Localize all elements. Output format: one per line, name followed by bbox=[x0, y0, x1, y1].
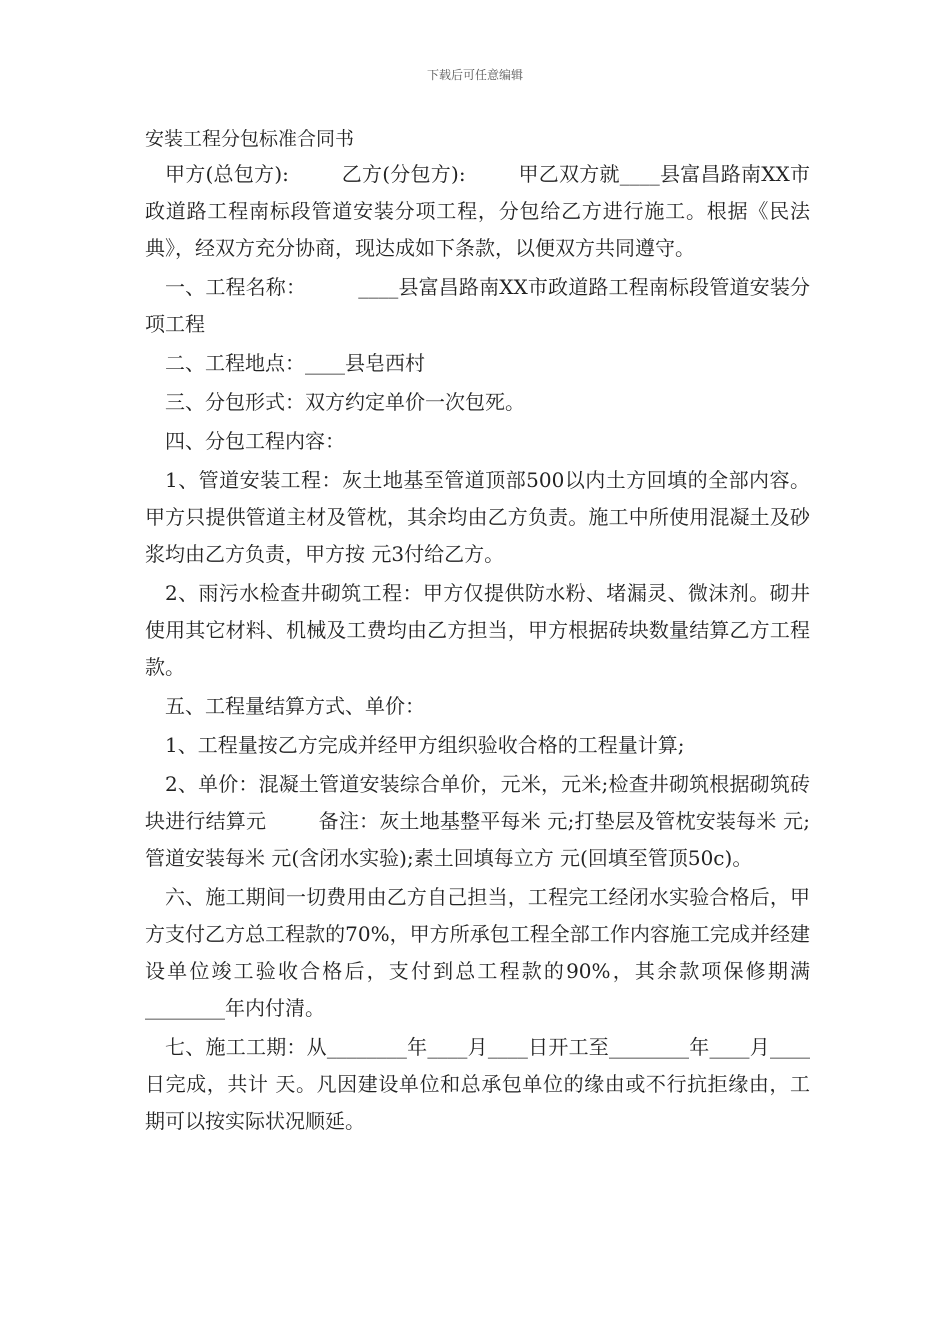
clause-3-subcontract-form: 三、分包形式：双方约定单价一次包死。 bbox=[165, 390, 525, 414]
clause-4-item-2: 2、雨污水检查井砌筑工程：甲方仅提供防水粉、堵漏灵、微沫剂。砌井使用其它材料、机械及工费均由乙方担当，甲方根据砖块数量结算乙方工程款。 bbox=[145, 581, 810, 679]
clause-2-project-location: 二、工程地点：____县皂西村 bbox=[165, 351, 425, 375]
clause-7-schedule: 七、施工工期：从________年____月____日开工至________年____月____日完成，共计 天。凡因建设单位和总承包单位的缘由或不行抗拒缘由，工期可以按实际状况顺延。 bbox=[145, 1035, 810, 1133]
clause-5-item-1: 1、工程量按乙方完成并经甲方组织验收合格的工程量计算; bbox=[165, 733, 685, 757]
clause-4-item-1: 1、管道安装工程：灰土地基至管道顶部500以内土方回填的全部内容。甲方只提供管道主材及管枕，其余均由乙方负责。施工中所使用混凝土及砂浆均由乙方负责，甲方按 元3付给乙方。 bbox=[145, 468, 810, 566]
clause-4-subcontract-content: 四、分包工程内容： bbox=[165, 429, 345, 453]
intro-paragraph: 甲方(总包方): 乙方(分包方): 甲乙双方就____县富昌路南XX市政道路工程南标段管道安装分项工程，分包给乙方进行施工。根据《民法典》，经双方充分协商，现达成如下条款，以便双方共同遵守。 bbox=[145, 162, 810, 260]
document-body bbox=[145, 156, 810, 1140]
clause-5-item-2: 2、单价：混凝土管道安装综合单价，元米，元米;检查井砌筑根据砌筑砖块进行结算元 备注：灰土地基整平每米 元;打垫层及管枕安装每米 元;管道安装每米 元(含闭水实验);素土回填每立方 元(回填至管顶50c)。 bbox=[145, 772, 810, 870]
page-header-note: 下载后可任意编辑 bbox=[426, 68, 523, 82]
clause-6-payment: 六、施工期间一切费用由乙方自己担当，工程完工经闭水实验合格后，甲方支付乙方总工程款的70%，甲方所承包工程全部工作内容施工完成并经建设单位竣工验收合格后，支付到总工程款的90%，其余款项保修期满________年内付清。 bbox=[145, 885, 810, 1020]
clause-1-project-name: 一、工程名称： ____县富昌路南XX市政道路工程南标段管道安装分项工程 bbox=[145, 275, 810, 336]
document-title: 安装工程分包标准合同书 bbox=[145, 128, 355, 150]
clause-5-settlement: 五、工程量结算方式、单价： bbox=[165, 694, 425, 718]
